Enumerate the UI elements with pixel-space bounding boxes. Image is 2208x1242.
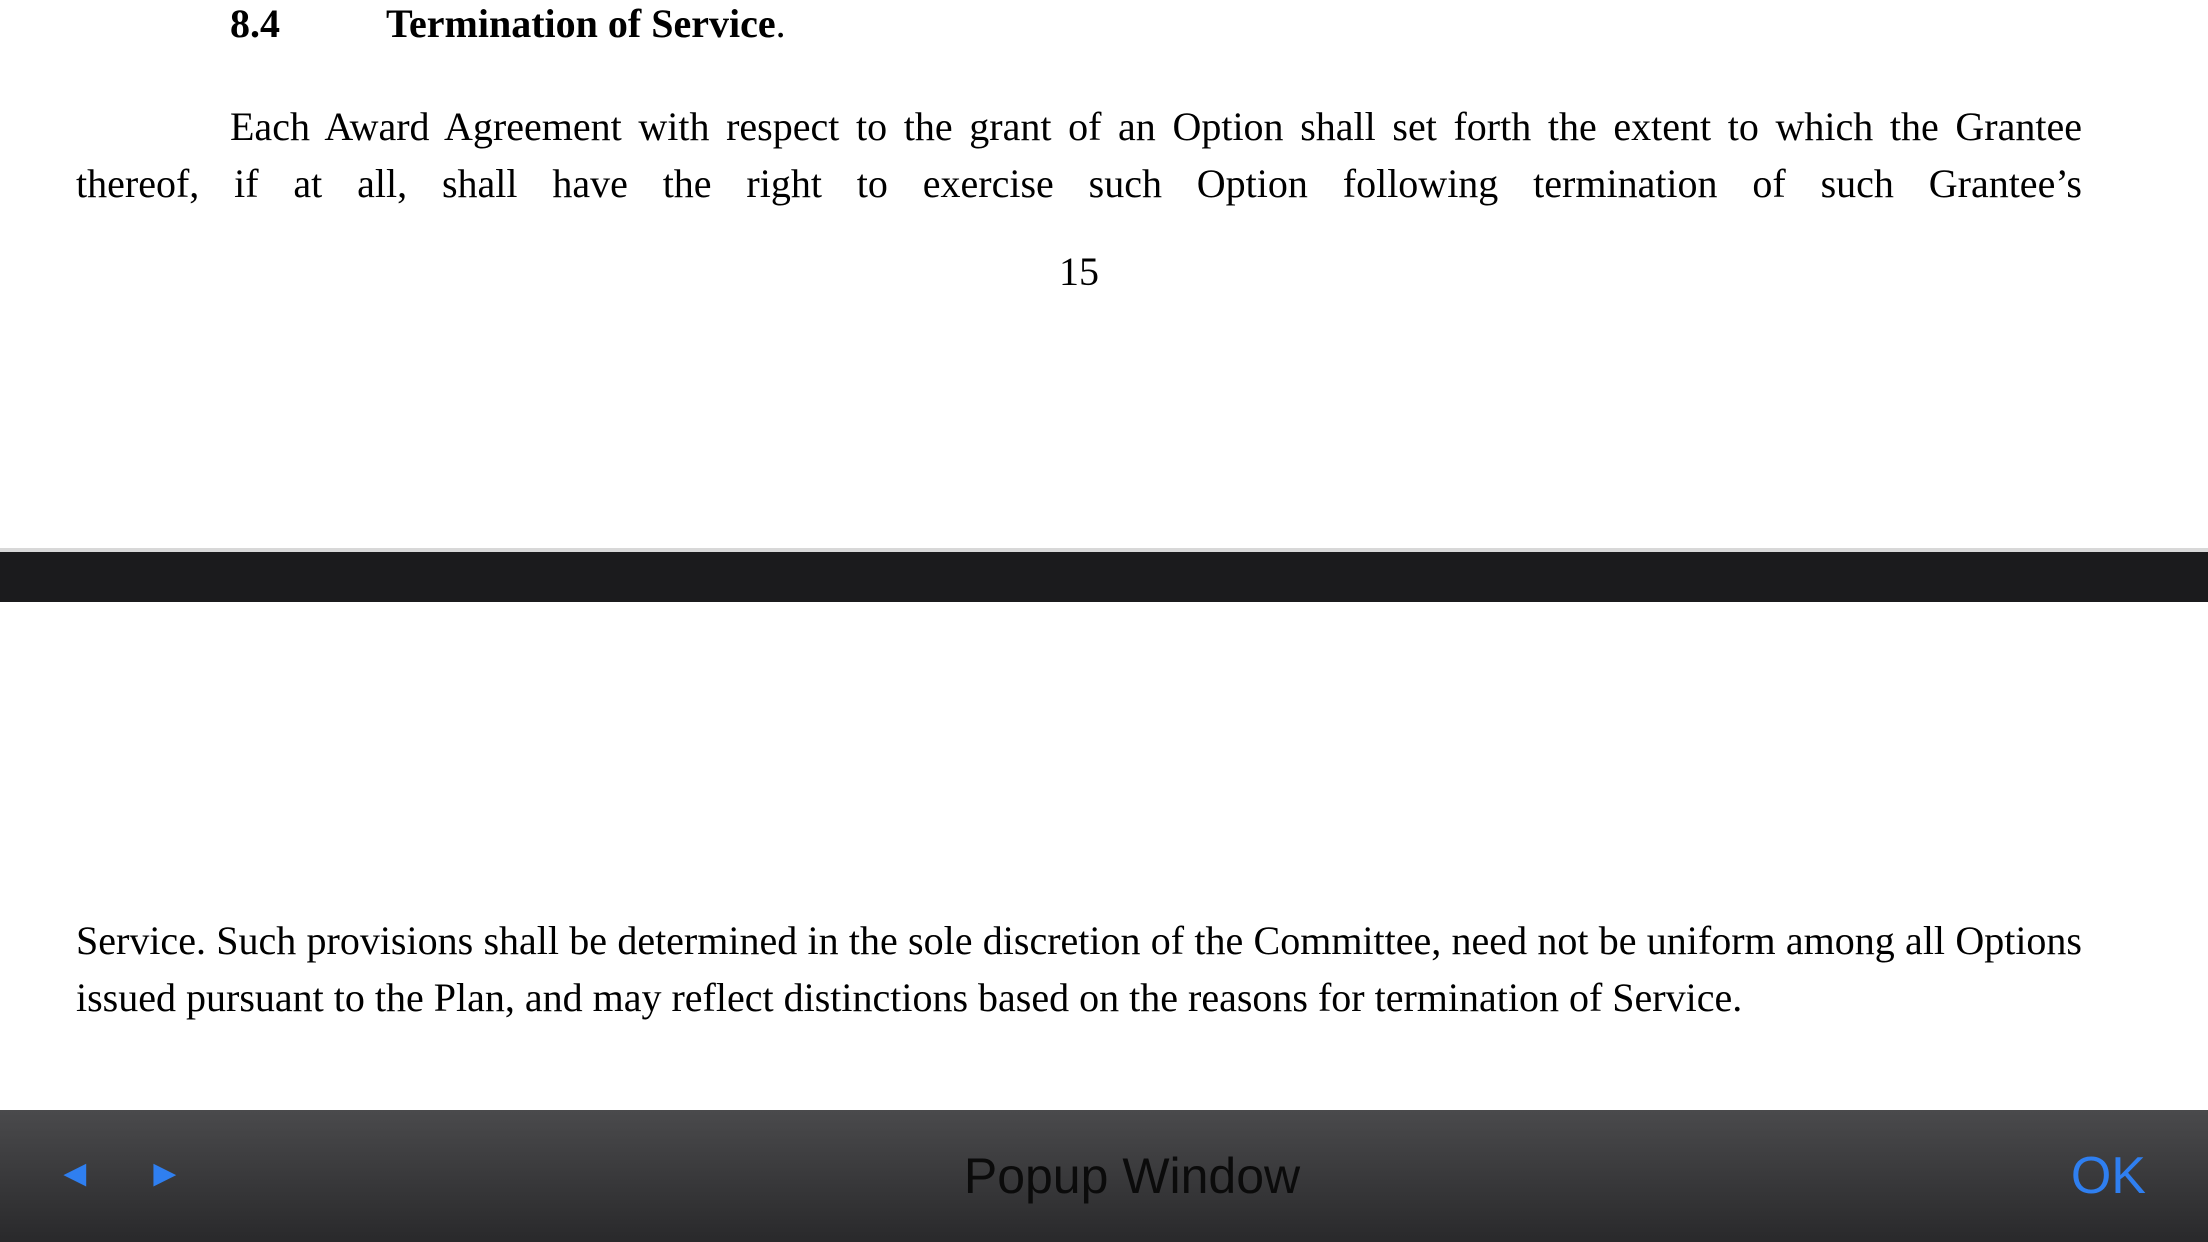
- page-number: 15: [1059, 249, 1099, 294]
- popup-title: Popup Window: [963, 1148, 1301, 1204]
- paragraph-bottom: Service. Such provisions shall be determined in the sole discretion of the Committee, need not be uniform among all Options issued pursuant to the Plan, and may reflect distinctions based on the reasons for termination of Service.: [76, 918, 2082, 1020]
- previous-arrow-icon[interactable]: ◄: [56, 1153, 94, 1195]
- popup-toolbar: [0, 1110, 2208, 1242]
- next-arrow-icon[interactable]: ►: [146, 1153, 184, 1195]
- paragraph-top: [76, 98, 2082, 212]
- section-title-text: Termination of Service: [386, 1, 776, 46]
- section-heading: [230, 0, 786, 48]
- document-page-bottom: [0, 602, 2208, 1110]
- page-separator: [0, 548, 2208, 602]
- ok-button[interactable]: OK: [2070, 1147, 2146, 1205]
- section-title: [386, 0, 786, 48]
- section-title-period: .: [775, 1, 786, 46]
- section-number: 8.4: [230, 1, 280, 46]
- document-page-top: [0, 0, 2208, 548]
- paragraph-top-text: Each Award Agreement with respect to the grant of an Option shall set forth the extent to which the Grantee thereof, if at all, shall have the right to exercise such Option following termination of such Grantee’s: [76, 104, 2082, 206]
